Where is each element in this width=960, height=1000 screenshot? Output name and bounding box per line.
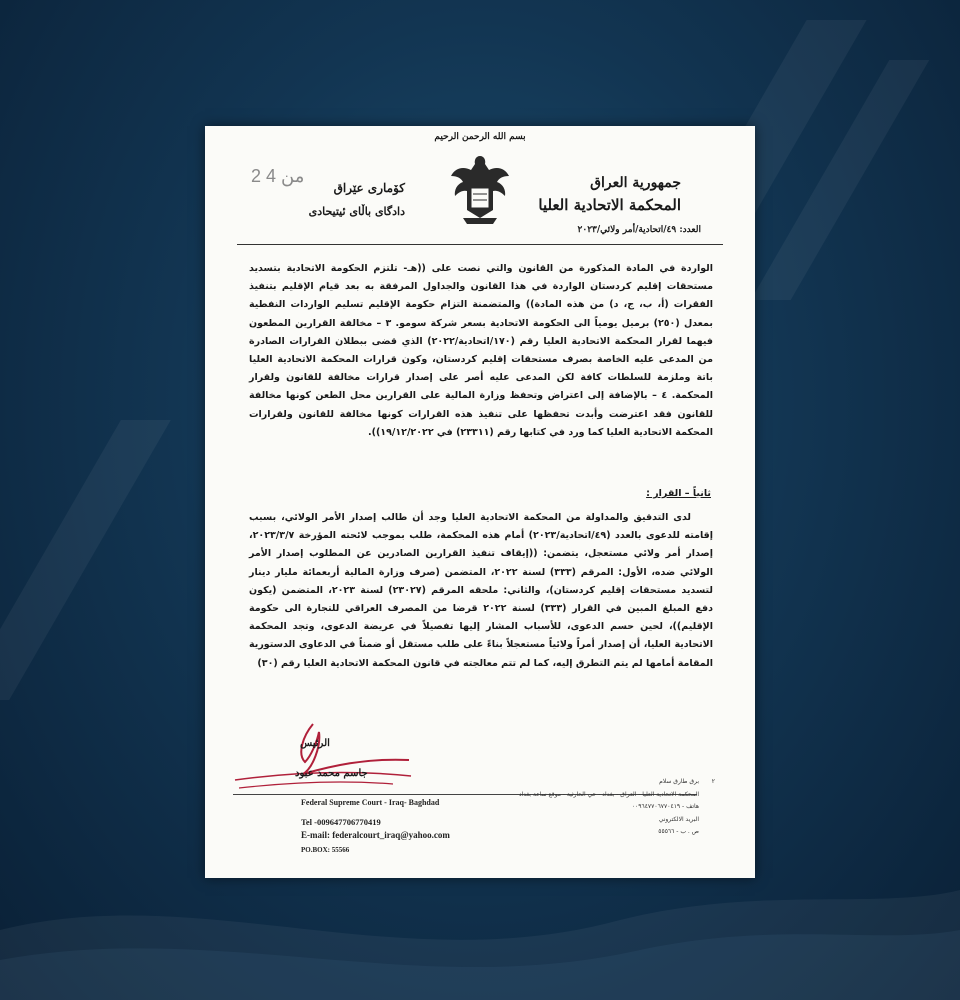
republic-of-iraq: جمهورية العراق xyxy=(590,175,681,191)
footer-email: E-mail: federalcourt_iraq@yahoo.com xyxy=(301,830,450,840)
paragraph-1: الواردة في المادة المذكورة من القانون والتي نصت على ((هـ- تلتزم الحكومة الاتحادية بتسديد مستحقات إقليم كردستان الواردة في هذا القانون والجداول المرفقة به بعد قيام الإقليم بتنفيذ الفقرات (أ، ب، ج، د) من هذه المادة)) والمتضمنة التزام حكومة الإقليم تسليم الواردات النفطية بمعدل (٢٥٠) برميل يومياً الى الحكومة الاتحادية بسعر شركة سومو. ٣ – مخالفة القرارين المطعون فيهما لقرار المحكمة الاتحادية العليا رقم (١٧٠/اتحادية/٢٠٢٢) الذي قضى ببطلان القرارات الصادرة من المدعى عليه الخاصة بصرف مستحقات إقليم كردستان، وكون قرارات المحكمة الاتحادية العليا باتة وملزمة للسلطات كافة لكن المدعى عليه أصر على إصدار قرارات مخالفة للقانون ولقرار المحكمة. ٤ – بالإضافة إلى اعتراض وتحفظ وزارة المالية على القرارين محل الطعن كونها مخالفة للقانون فقد اعترضت وأبدت تحفظها على تنفيذ هذه القرارات كونها مخالفة للقانون ولقرارات المحكمة الاتحادية العليا كما ورد في كتابها رقم (٢٣٣١١) في ١٩/١٢/٢٠٢٢)). xyxy=(249,263,713,438)
document-page xyxy=(205,126,755,878)
footer-ar-line2: المحكمة الاتحادية العليا - العراق - بغداد - حي الحارثية - موقع ساعة بغداد xyxy=(519,790,699,798)
footer-ar-line1: برق طارق سلام xyxy=(659,778,699,785)
footer-contact-en xyxy=(301,798,450,854)
footer-court-name: Federal Supreme Court - Iraq- Baghdad xyxy=(301,798,440,807)
arabic-header xyxy=(538,172,681,216)
basmala: بسم الله الرحمن الرحيم xyxy=(434,132,526,142)
kurdish-header xyxy=(285,176,405,224)
iraq-eagle-emblem xyxy=(449,152,511,228)
footer-number: ٢ xyxy=(711,778,715,785)
footer-pobox: PO.BOX: 55566 xyxy=(301,846,350,854)
header-divider xyxy=(237,244,723,245)
paragraph-2: لدى التدقيق والمداولة من المحكمة الاتحادية العليا وجد أن طالب إصدار الأمر الولائي، بسبب إقامته للدعوى بالعدد (٤٩/اتحادية/٢٠٢٣) أمام هذه المحكمة، طلب بموجب لائحته المؤرخة ٢٠٢٣/٣/٧، إصدار أمر ولائي مستعجل، يتضمن: ((إيقاف تنفيذ القرارين الصادرين عن المطلوب إصدار الأمر الولائي ضده، الأول: المرقم (٣٣٣) لسنة ٢٠٢٢، المتضمن (صرف وزارة المالية أربعمائة مليار دينار لتسديد مستحقات إقليم كردستان)، والثاني: ملحقه المرقم (٢٣٠٢٧) لسنة ٢٠٢٣، المتضمن (يكون دفع المبلغ المبين في القرار (٣٣٣) لسنة ٢٠٢٢ قرضا من المصرف العراقي للتجارة الى حكومة الإقليم))، لحين حسم الدعوى، للأسباب المشار إليها تفصيلاً في عريضة الدعوى، وتجد المحكمة الاتحادية العليا، أن إصدار أمراً ولائياً مستعجلاً بناءً على طلب مستقل أو ضمناً في الدعاوى الدستورية المقامة أمامها لم يتم التطرق إليه، كما لم تتم معالجته في قانون المحكمة الاتحادية العليا رقم (٣٠) xyxy=(249,512,714,669)
signature-title: الرئيس xyxy=(300,738,330,749)
footer-contact-ar xyxy=(499,776,715,839)
footer-ar-line5: ص . ب - ٥٥٥٦٦ xyxy=(658,828,699,835)
document-number: العدد: ٤٩/اتحادية/أمر ولائي/٢٠٢٣ xyxy=(577,225,701,235)
section-heading-decision: ثانياً – القرار : xyxy=(646,488,711,499)
background-streak xyxy=(0,420,171,700)
paragraph-2-container xyxy=(249,509,713,673)
footer-phone: Tel -009647706770419 xyxy=(301,817,381,827)
kurdish-court: دادگاى باڵاى ئیتیحادى xyxy=(308,205,405,218)
handwritten-signature xyxy=(233,716,413,796)
page-number: 2 من 4 xyxy=(251,166,305,186)
footer-ar-line3: هاتف - ٠٠٩٦٤٧٧٠٦٧٧٠٤١٩ xyxy=(631,803,699,810)
federal-supreme-court: المحكمة الاتحادية العليا xyxy=(538,196,681,214)
signatory-name: جاسم محمد عبود xyxy=(295,768,368,779)
footer-ar-line4: البريد الالكتروني xyxy=(658,815,699,823)
kurdish-country: كۆمارى عێراق xyxy=(333,181,405,195)
